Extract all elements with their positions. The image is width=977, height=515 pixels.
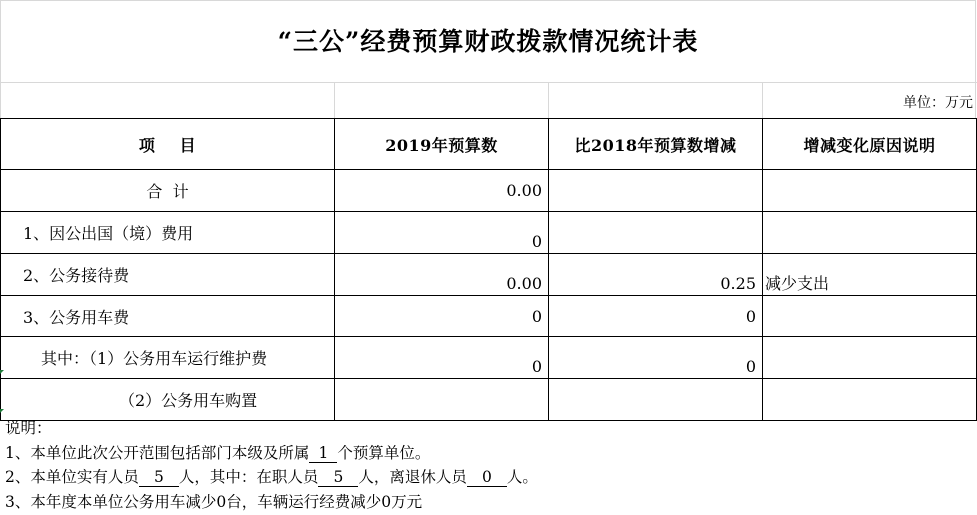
table-row-reception bbox=[1, 254, 977, 296]
row-label[interactable]: 其中：（1）公务用车运行维护费 bbox=[1, 337, 335, 379]
row-label[interactable]: 2、公务接待费 bbox=[1, 254, 335, 296]
staff-active-value: 5 bbox=[318, 469, 358, 487]
cell-comment-marker bbox=[0, 409, 4, 413]
budget-value[interactable]: 0 bbox=[335, 212, 549, 254]
table-header-row bbox=[1, 119, 977, 170]
change-value[interactable]: 0 bbox=[549, 296, 763, 337]
header-item[interactable]: 项 目 bbox=[1, 119, 335, 170]
budget-value[interactable]: 0 bbox=[335, 337, 549, 379]
row-label[interactable]: 合 计 bbox=[1, 170, 335, 212]
cell-comment-marker bbox=[0, 370, 4, 374]
gridline bbox=[0, 82, 1, 119]
budget-value[interactable]: 0.00 bbox=[335, 254, 549, 296]
budget-table bbox=[0, 118, 977, 421]
notes-heading: 说明： bbox=[5, 419, 52, 437]
reason-value[interactable]: 减少支出 bbox=[763, 254, 977, 296]
gridline bbox=[975, 82, 976, 119]
notes-text: 人，离退休人员 bbox=[358, 468, 467, 486]
notes-text: 人，其中：在职人员 bbox=[178, 468, 319, 486]
notes-line-3: 3、本年度本单位公务用车减少0台，车辆运行经费减少0万元 bbox=[5, 492, 423, 511]
row-label[interactable]: （2）公务用车购置 bbox=[1, 379, 335, 421]
title-cell[interactable] bbox=[0, 0, 976, 82]
table-row-vehicle-maintenance bbox=[1, 337, 977, 379]
unit-label: 单位：万元 bbox=[903, 95, 973, 111]
reason-value[interactable] bbox=[763, 296, 977, 337]
row-label[interactable]: 3、公务用车费 bbox=[1, 296, 335, 337]
notes-text: 1、本单位此次公开范围包括部门本级及所属 bbox=[5, 443, 310, 462]
budget-value[interactable]: 0 bbox=[335, 296, 549, 337]
notes-text: 2、本单位实有人员 bbox=[5, 468, 139, 486]
notes-text: 人。 bbox=[506, 468, 538, 486]
reason-value[interactable] bbox=[763, 170, 977, 212]
notes-section bbox=[5, 416, 538, 514]
table-row-total bbox=[1, 170, 977, 212]
change-value[interactable]: 0.25 bbox=[549, 254, 763, 296]
change-value[interactable]: 0 bbox=[549, 337, 763, 379]
gridline bbox=[334, 82, 335, 119]
header-budget[interactable]: 2019年预算数 bbox=[335, 119, 549, 170]
header-change[interactable]: 比2018年预算数增减 bbox=[549, 119, 763, 170]
row-label[interactable]: 1、因公出国（境）费用 bbox=[1, 212, 335, 254]
gridline bbox=[0, 82, 977, 83]
reason-value[interactable] bbox=[763, 337, 977, 379]
budget-value[interactable]: 0.00 bbox=[335, 170, 549, 212]
unit-row bbox=[0, 82, 977, 119]
unit-count-value: 1 bbox=[309, 445, 337, 463]
table-row-vehicle bbox=[1, 296, 977, 337]
table-row-vehicle-purchase bbox=[1, 379, 977, 421]
reason-value[interactable] bbox=[763, 212, 977, 254]
change-value[interactable] bbox=[549, 212, 763, 254]
change-value[interactable] bbox=[549, 379, 763, 421]
staff-retired-value: 0 bbox=[467, 469, 507, 487]
table-row-overseas bbox=[1, 212, 977, 254]
table-title: “三公”经费预算财政拨款情况统计表 bbox=[277, 26, 699, 56]
header-reason[interactable]: 增减变化原因说明 bbox=[763, 119, 977, 170]
budget-value[interactable] bbox=[335, 379, 549, 421]
notes-line-2 bbox=[5, 465, 538, 490]
notes-line-1 bbox=[5, 441, 538, 466]
gridline bbox=[548, 82, 549, 119]
reason-value[interactable] bbox=[763, 379, 977, 421]
staff-total-value: 5 bbox=[139, 469, 179, 487]
gridline bbox=[762, 82, 763, 119]
change-value[interactable] bbox=[549, 170, 763, 212]
notes-text: 个预算单位。 bbox=[337, 443, 431, 462]
